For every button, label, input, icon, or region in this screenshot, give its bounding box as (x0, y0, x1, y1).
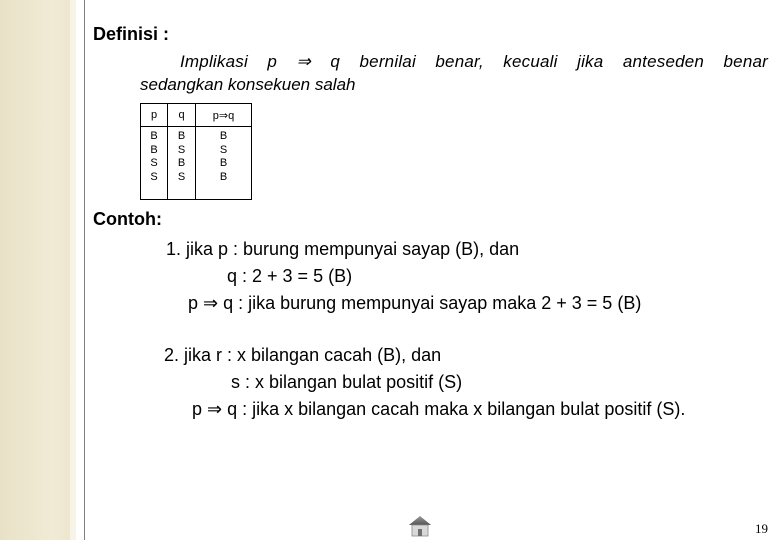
truth-table-body-row (141, 127, 252, 200)
truth-value-p-2: B (150, 143, 158, 156)
page-number: 19 (755, 521, 768, 536)
definition-text-line2: sedangkan konsekuen salah (140, 75, 356, 94)
truth-table-header-implication: p⇒q (196, 104, 252, 127)
truth-value-q-4: S (177, 170, 186, 183)
definition-text-line1: Implikasi p ⇒ q bernilai benar, kecuali jika anteseden benar (180, 52, 768, 71)
example2-line2: s : x bilangan bulat positif (S) (231, 372, 463, 392)
truth-value-q-3: B (177, 157, 186, 169)
truth-table-column-implication (196, 127, 252, 200)
truth-table (140, 103, 252, 200)
truth-value-implication-4: B (219, 170, 228, 183)
truth-value-p-1: B (150, 130, 158, 142)
truth-table-header-p: p (141, 104, 168, 127)
example2-line1: 2. jika r : x bilangan cacah (B), dan (164, 345, 442, 365)
truth-value-p-4: S (150, 170, 158, 183)
truth-value-p-3: S (150, 157, 158, 169)
example1-line1: 1. jika p : burung mempunyai sayap (B), dan (166, 239, 520, 259)
divider-line (84, 0, 85, 540)
truth-value-implication-1: B (219, 130, 228, 142)
example-heading: Contoh: (93, 209, 162, 229)
truth-table-header-row (141, 104, 252, 127)
example1-line2: q : 2 + 3 = 5 (B) (227, 266, 353, 286)
truth-value-q-1: B (177, 130, 186, 142)
example2-line3: p ⇒ q : jika x bilangan cacah maka x bilangan bulat positif (S). (192, 399, 686, 419)
truth-table-column-p (141, 127, 168, 200)
truth-table-header-q: q (168, 104, 196, 127)
truth-value-q-2: S (177, 143, 186, 156)
truth-value-implication-2: S (219, 143, 228, 156)
home-icon[interactable] (408, 515, 432, 537)
truth-table-column-q (168, 127, 196, 200)
definition-heading: Definisi : (93, 24, 170, 44)
truth-value-implication-3: B (219, 157, 228, 169)
example1-line3: p ⇒ q : jika burung mempunyai sayap maka 2 + 3 = 5 (B) (188, 293, 642, 313)
decorative-side-band (0, 0, 76, 540)
